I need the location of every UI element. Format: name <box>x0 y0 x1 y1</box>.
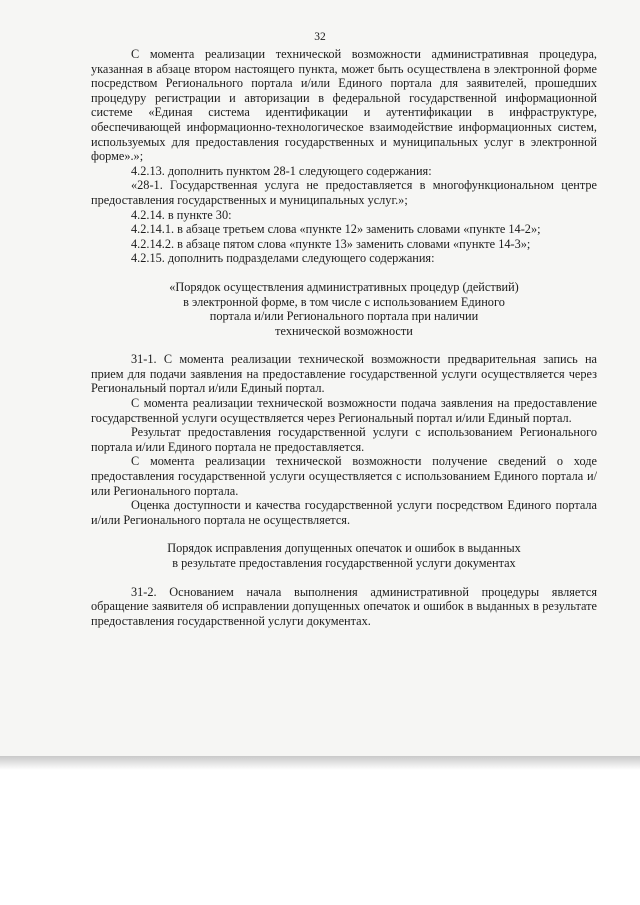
heading-line: портала и/или Регионального портала при наличии <box>209 309 479 324</box>
heading-line: технической возможности <box>275 323 413 338</box>
heading-line: Порядок исправления допущенных опечаток и ошибок в выданных <box>167 541 521 556</box>
paragraph: Результат предоставления государственной услуги с использованием Регионального портала и/или Единого портала не предоставляется. <box>91 425 597 454</box>
paragraph: С момента реализации технической возможности подача заявления на предоставление государственной услуги осуществляется через Региональный портал и/или Единый портал. <box>91 396 597 425</box>
document-body <box>91 47 597 628</box>
paragraph: С момента реализации технической возможности получение сведений о ходе предоставления государственной услуги осуществляется с использованием Единого портала и/или Регионального портала. <box>91 454 597 498</box>
page-number: 32 <box>314 31 326 43</box>
paragraph: 31-1. С момента реализации технической возможности предварительная запись на прием для подачи заявления на предоставление государственной услуги осуществляется через Региональный портал и/или Единый портал. <box>91 352 597 396</box>
page-shadow <box>0 756 640 770</box>
paragraph: 31-2. Основанием начала выполнения административной процедуры является обращение заявителя об исправлении допущенных опечаток и ошибок в выданных в результате предоставления государственной услуги документах. <box>91 584 597 628</box>
paragraph: 4.2.14.1. в абзаце третьем слова «пункте 12» заменить словами «пункте 14-2»; <box>131 222 541 237</box>
paragraph: 4.2.14. в пункте 30: <box>131 207 232 222</box>
section-heading <box>91 541 597 570</box>
paragraph: 4.2.14.2. в абзаце пятом слова «пункте 13» заменить словами «пункте 14-3»; <box>131 236 531 251</box>
paragraph: 4.2.15. дополнить подразделами следующего содержания: <box>131 251 435 266</box>
heading-line: в результате предоставления государственной услуги документах <box>172 556 516 570</box>
heading-line: «Порядок осуществления административных процедур (действий) <box>169 279 519 294</box>
paragraph: С момента реализации технической возможности административная процедура, указанная в абзаце втором настоящего пункта, может быть осуществлена в электронной форме посредством Регионального портала и/или Единого портала для заявителей, прошедших процедуру регистрации и авторизации в федеральной государственной информационной системе «Единая система идентификации и аутентификации в инфраструктуре, обеспечивающей информационно-технологическое взаимодействие информационных систем, используемых для предоставления государственных и муниципальных услуг в электронной форме».»; <box>91 47 597 164</box>
paragraph: «28-1. Государственная услуга не предоставляется в многофункциональном центре предоставления государственных и муниципальных услуг.»; <box>91 178 597 207</box>
heading-line: в электронной форме, в том числе с использованием Единого <box>183 294 505 309</box>
paragraph: Оценка доступности и качества государственной услуги посредством Единого портала и/или Регионального портала не осуществляется. <box>91 498 597 527</box>
paragraph: 4.2.13. дополнить пунктом 28-1 следующего содержания: <box>131 163 432 178</box>
section-heading <box>91 280 597 338</box>
